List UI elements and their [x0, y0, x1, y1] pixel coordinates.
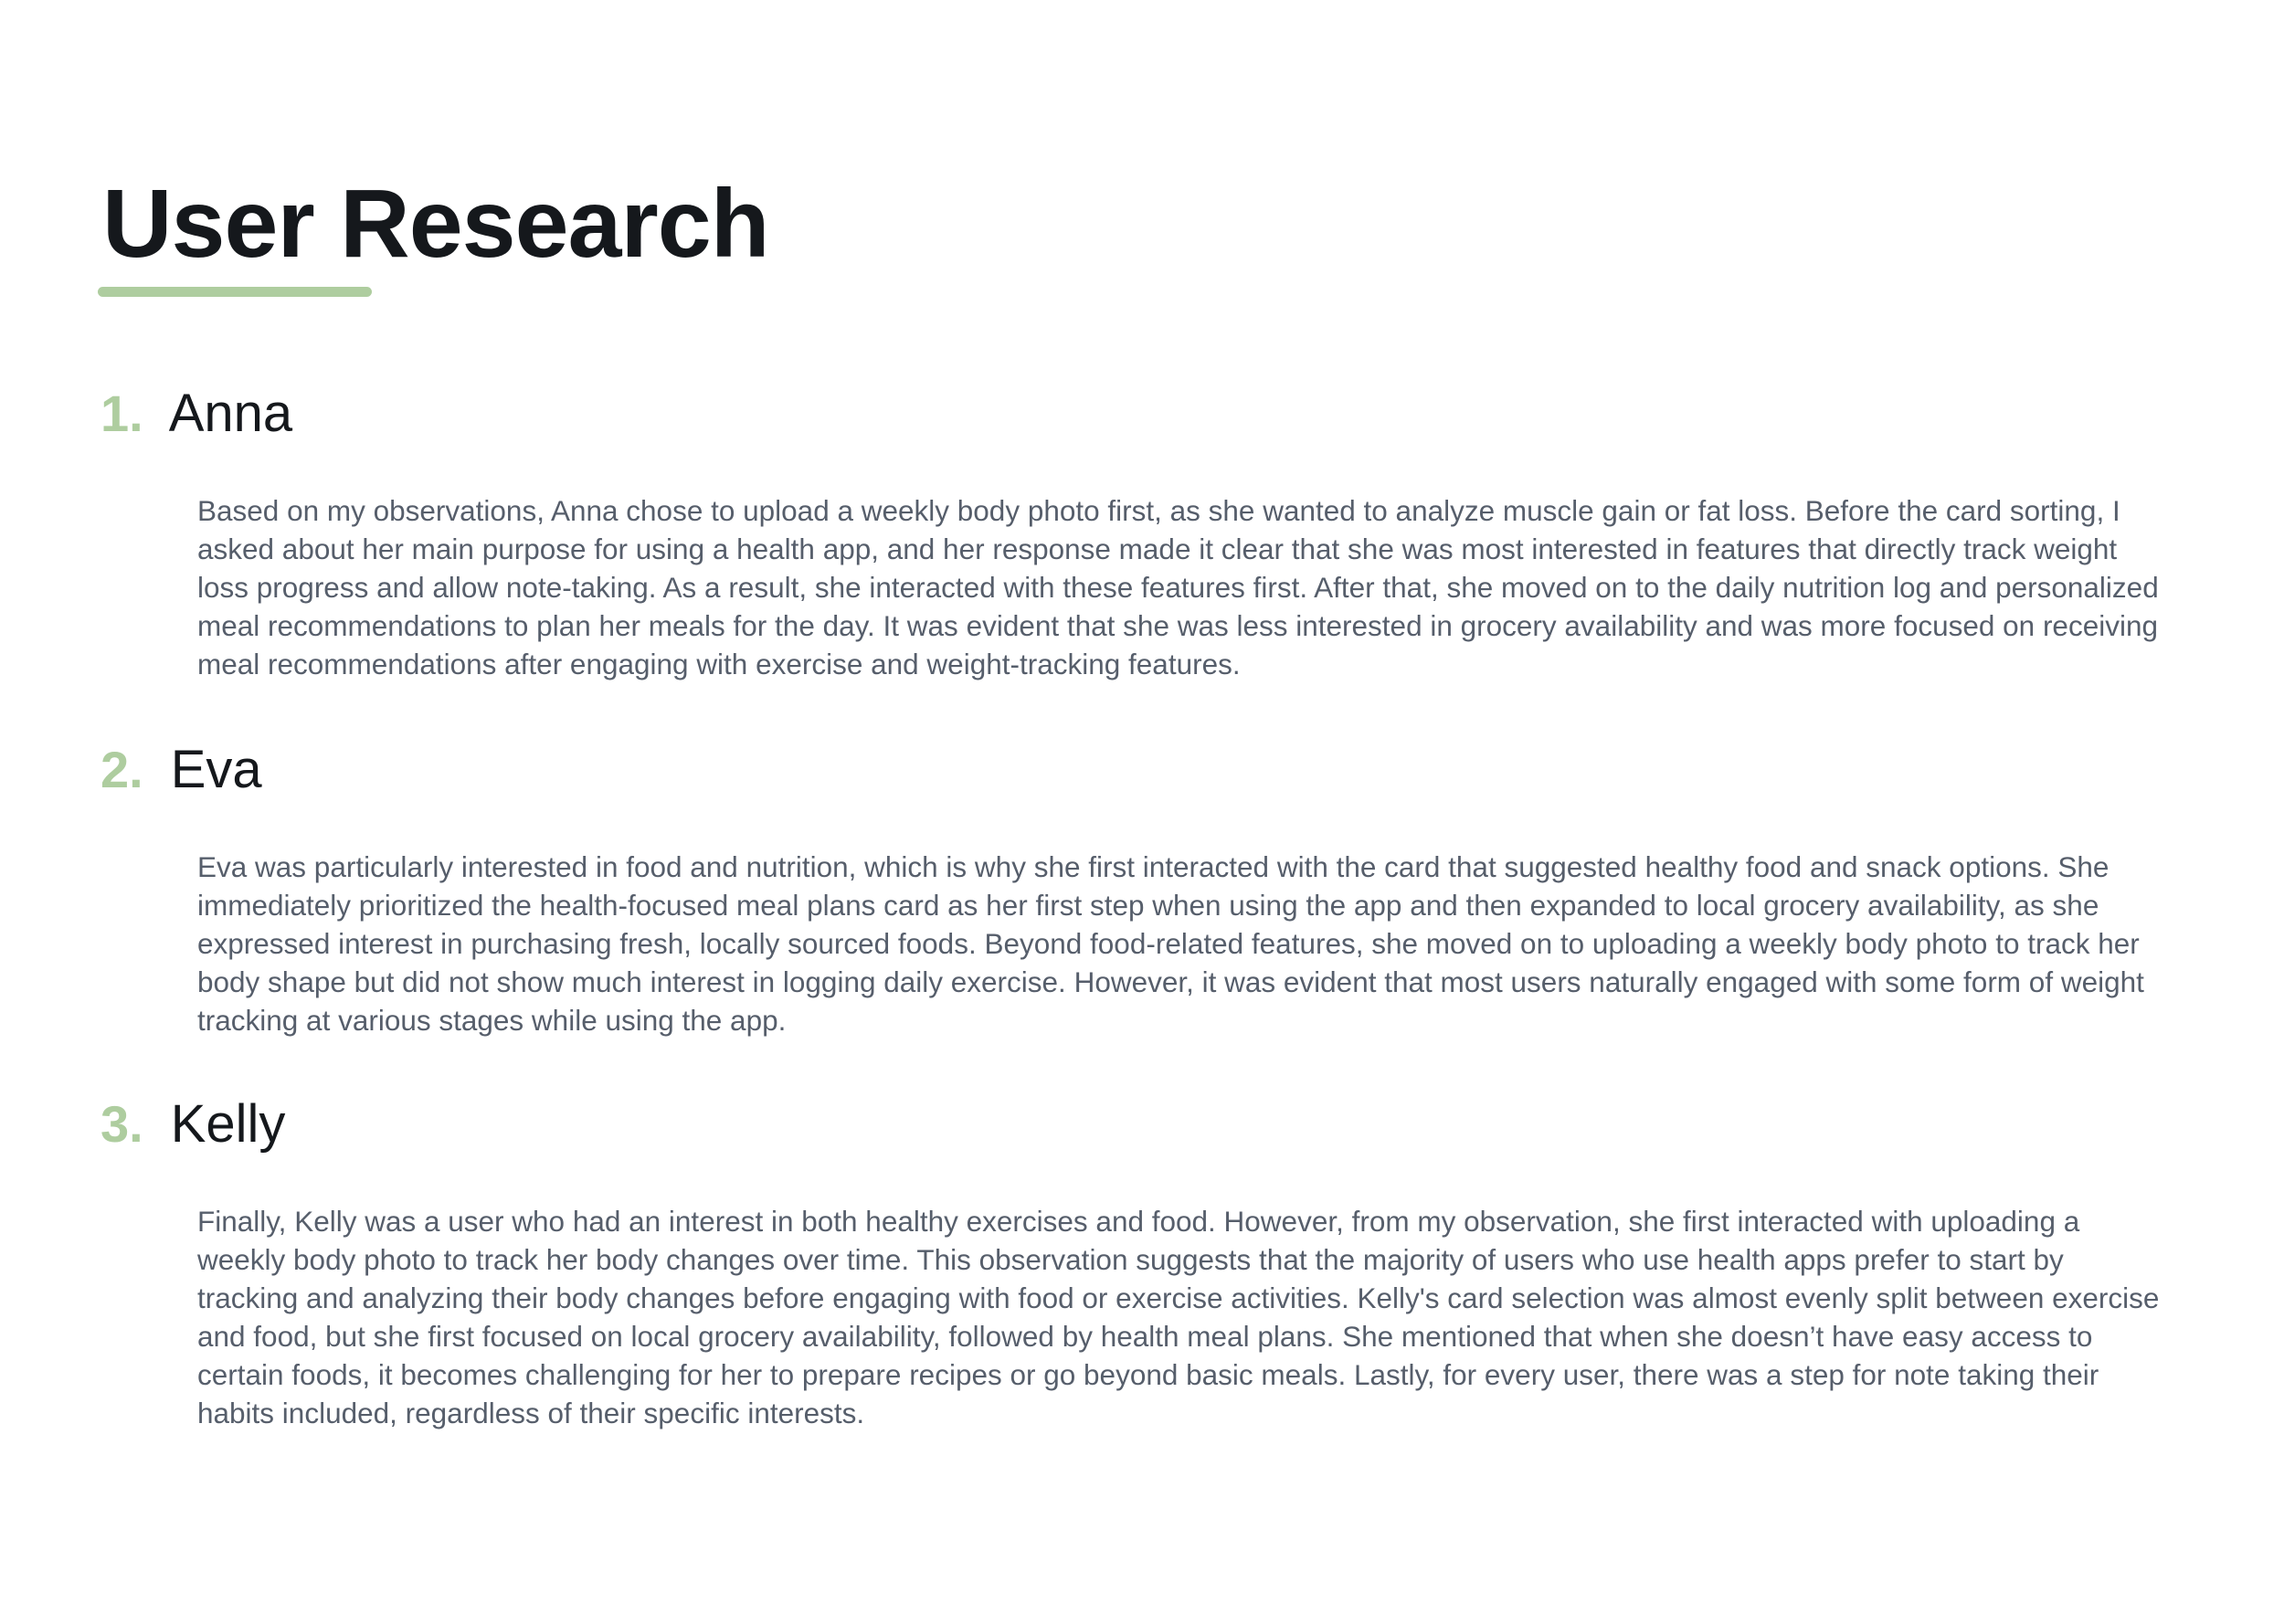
section-body: Finally, Kelly was a user who had an interest in both healthy exercises and food. However, from my observation, she first interacted with uploading a weekly body photo to track her body changes over time. This observation suggests that the majority of users who use health apps prefer to start by tracking and analyzing their body changes before engaging with food or exercise activities. Kelly's card selection was almost evenly split between exercise and food, but she first focused on local grocery availability, followed by health meal plans. She mentioned that when she doesn’t have easy access to certain foods, it becomes challenging for her to prepare recipes or go beyond basic meals. Lastly, for every user, there was a step for note taking their habits included, regardless of their specific interests.	[197, 1205, 2160, 1429]
section-number: 3.	[100, 1095, 143, 1153]
section-body: Based on my observations, Anna chose to upload a weekly body photo first, as she wanted to analyze muscle gain or fat loss. Before the card sorting, I asked about her main purpose for using a health app, and her response made it clear that she was most interested in features that directly track weight loss progress and allow note-taking. As a result, she interacted with these features first. After that, she moved on to the daily nutrition log and personalized meal recommendations to plan her meals for the day. It was evident that she was less interested in grocery availability and was more focused on receiving meal recommendations after engaging with exercise and weight-tracking features.	[197, 494, 2159, 680]
section-number: 1.	[100, 385, 143, 442]
section-name: Anna	[168, 384, 293, 443]
section-heading	[100, 1092, 285, 1156]
page-title: User Research	[102, 170, 769, 278]
section-name: Eva	[170, 740, 262, 799]
section-heading	[100, 382, 292, 446]
title-underline	[98, 287, 372, 297]
section-number: 2.	[100, 741, 143, 798]
section-name: Kelly	[170, 1094, 286, 1154]
section-body: Eva was particularly interested in food and nutrition, which is why she first interacted with the card that suggested healthy food and snack options. She immediately prioritized the health-focused meal plans card as her first step when using the app and then expanded to local grocery availability, as she expressed interest in purchasing fresh, locally sourced foods. Beyond food-related features, she moved on to uploading a weekly body photo to track her body shape but did not show much interest in logging daily exercise. However, it was evident that most users naturally engaged with some form of weight tracking at various stages while using the app.	[197, 850, 2144, 1037]
section-heading	[100, 738, 262, 802]
